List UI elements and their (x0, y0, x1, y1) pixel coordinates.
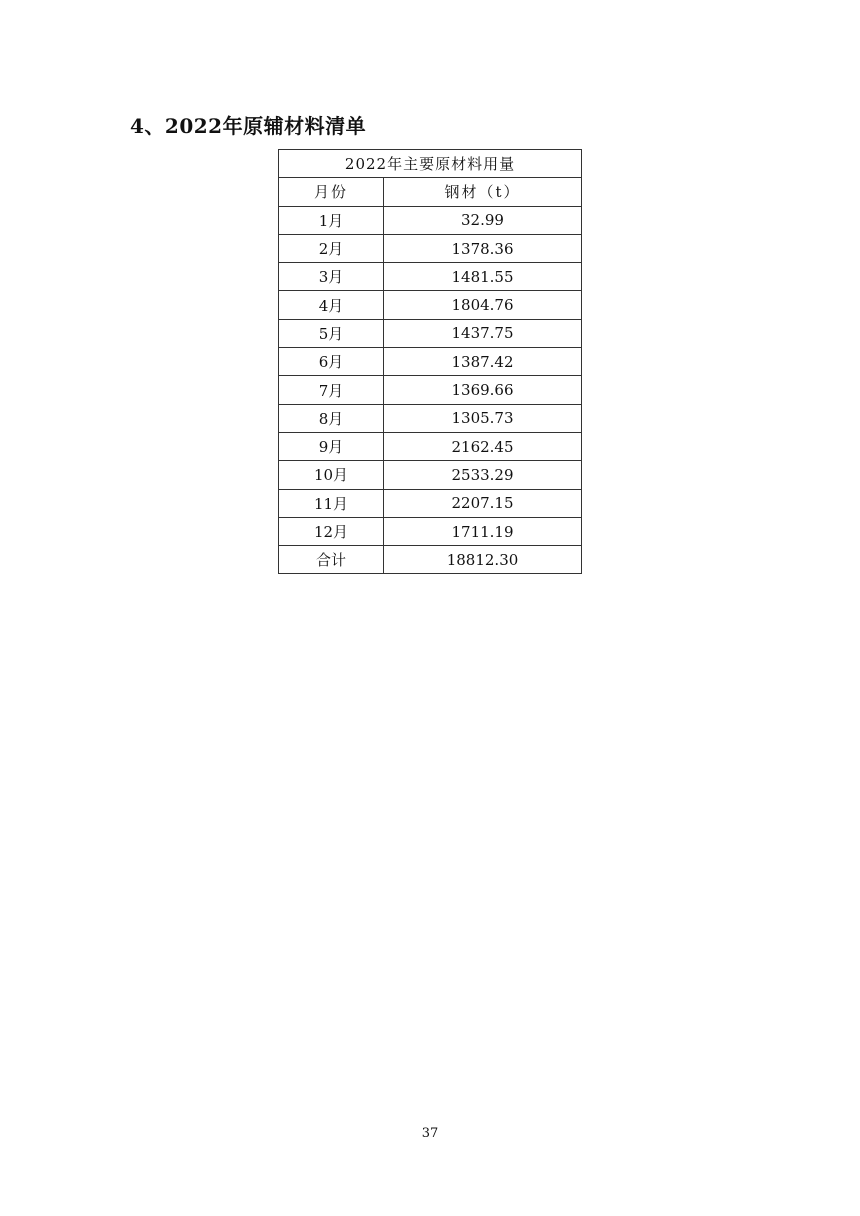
month-cell: 7月 (279, 376, 384, 404)
total-value: 18812.30 (384, 546, 582, 574)
table-row (279, 291, 582, 319)
month-cell: 10月 (279, 461, 384, 489)
table-row (279, 319, 582, 347)
table-row (279, 206, 582, 234)
value-cell: 1804.76 (384, 291, 582, 319)
table-row (279, 263, 582, 291)
value-cell: 1481.55 (384, 263, 582, 291)
table-caption-row (279, 150, 582, 178)
value-cell: 1378.36 (384, 234, 582, 262)
month-cell: 2月 (279, 234, 384, 262)
total-row (279, 546, 582, 574)
value-cell: 1369.66 (384, 376, 582, 404)
header-month: 月份 (279, 178, 384, 206)
value-cell: 2162.45 (384, 432, 582, 460)
month-cell: 12月 (279, 517, 384, 545)
month-cell: 9月 (279, 432, 384, 460)
table-row (279, 348, 582, 376)
value-cell: 1711.19 (384, 517, 582, 545)
table-row (279, 432, 582, 460)
table-row (279, 404, 582, 432)
value-cell: 2207.15 (384, 489, 582, 517)
month-cell: 6月 (279, 348, 384, 376)
month-cell: 11月 (279, 489, 384, 517)
section-heading: 4、2022年原辅材料清单 (130, 114, 367, 138)
table-caption: 2022年主要原材料用量 (279, 150, 582, 178)
value-cell: 2533.29 (384, 461, 582, 489)
table-row (279, 234, 582, 262)
value-cell: 1305.73 (384, 404, 582, 432)
table-row (279, 489, 582, 517)
month-cell: 1月 (279, 206, 384, 234)
value-cell: 32.99 (384, 206, 582, 234)
table-row (279, 461, 582, 489)
month-cell: 8月 (279, 404, 384, 432)
page-number: 37 (421, 1126, 439, 1141)
header-steel: 钢材（t） (384, 178, 582, 206)
value-cell: 1437.75 (384, 319, 582, 347)
total-label: 合计 (279, 546, 384, 574)
table-header-row (279, 178, 582, 206)
month-cell: 5月 (279, 319, 384, 347)
value-cell: 1387.42 (384, 348, 582, 376)
month-cell: 4月 (279, 291, 384, 319)
table-row (279, 517, 582, 545)
materials-table (278, 149, 582, 574)
month-cell: 3月 (279, 263, 384, 291)
table-row (279, 376, 582, 404)
materials-table-container (278, 149, 581, 574)
